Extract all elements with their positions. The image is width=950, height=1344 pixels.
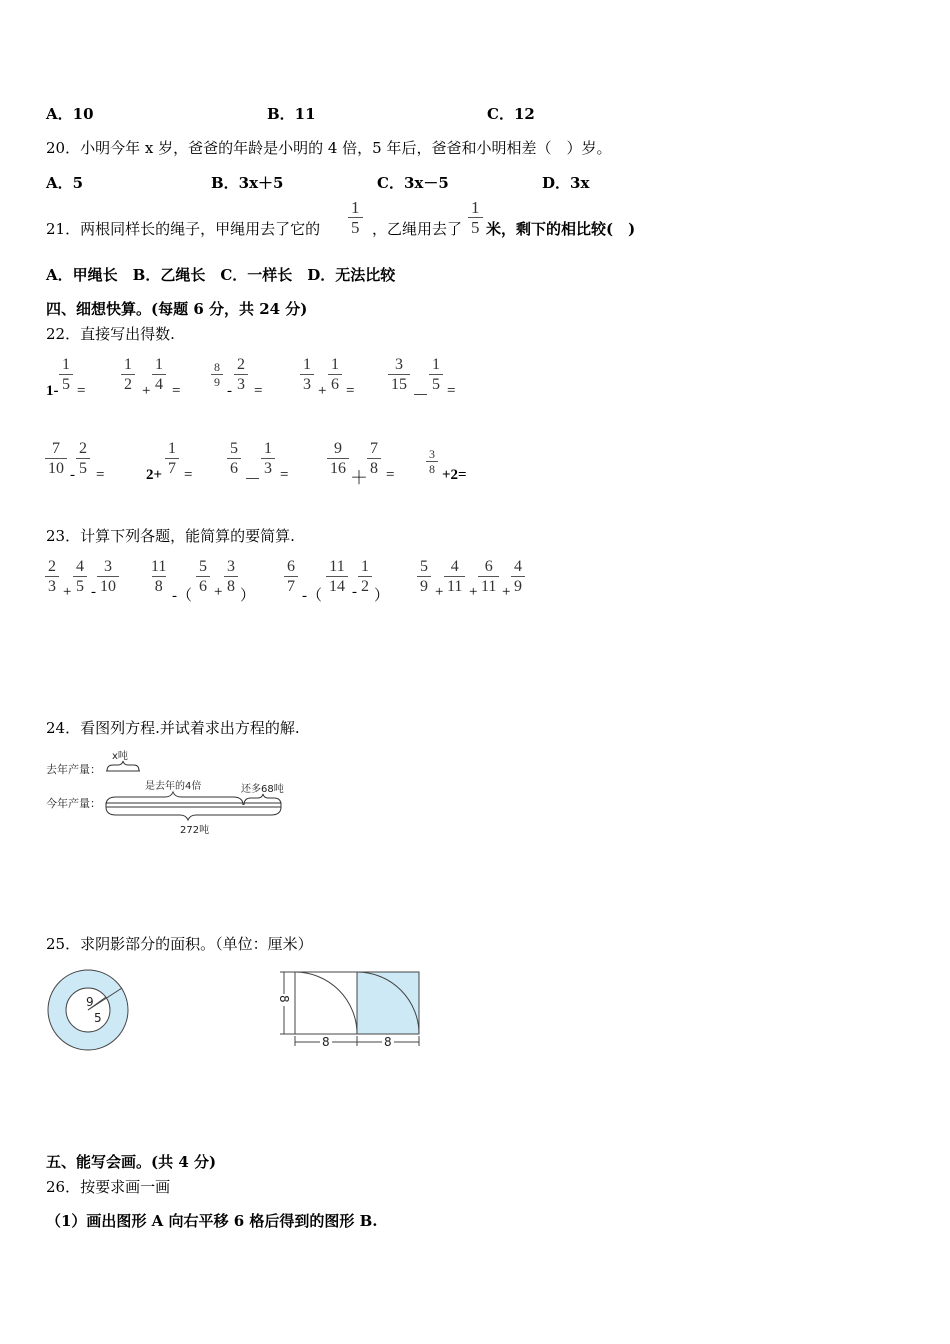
denominator: 8 [367, 458, 381, 479]
q23-e4-frac1 [417, 558, 431, 597]
q19-option-c: C．12 [487, 105, 535, 123]
denominator: 7 [165, 458, 179, 479]
q23-e1-op1: + [63, 584, 72, 600]
section-5-title: 五、能写会画。(共 4 分) [46, 1153, 217, 1171]
q22-r1-e5-op: － [412, 386, 429, 405]
q23-title: 23．计算下列各题，能简算的要简算. [46, 527, 295, 545]
denominator: 6 [196, 576, 210, 597]
numerator: 4 [76, 558, 84, 575]
q21-fraction-2 [468, 199, 483, 238]
q23-e4-frac4 [511, 558, 525, 597]
denominator: 3 [261, 458, 275, 479]
denominator: 2 [121, 374, 135, 395]
denominator: 9 [511, 576, 525, 597]
height-value: 8 [277, 995, 291, 1003]
q22-r2-e4-equals: = [386, 467, 395, 483]
denominator: 8 [224, 576, 238, 597]
denominator: 2 [358, 576, 372, 597]
q22-r2-e4-frac1 [327, 440, 349, 479]
q23-e2-op3: ） [240, 588, 256, 604]
numerator: 6 [484, 558, 493, 575]
numerator: 3 [227, 558, 235, 575]
this-year-bar [106, 803, 281, 807]
q22-r2-e1-frac2 [76, 440, 90, 479]
denominator: 10 [97, 576, 119, 597]
denominator: 6 [328, 374, 342, 395]
q20-option-a: A．5 [46, 174, 84, 192]
q21-question-end: 米，剩下的相比较( ) [486, 220, 636, 238]
q23-e2-frac3 [224, 558, 238, 597]
q22-r1-e5-frac1 [388, 356, 410, 395]
numerator: 1 [331, 356, 339, 373]
denominator: 6 [227, 458, 241, 479]
q23-e2-op1: -（ [172, 588, 192, 604]
x-ton-label: x吨 [112, 751, 128, 762]
denominator: 15 [388, 374, 410, 395]
q20-option-b: B．3x＋5 [211, 174, 284, 192]
q22-r1-e2-frac1 [121, 356, 135, 395]
denominator: 3 [300, 374, 314, 395]
q24-line-diagram [40, 745, 300, 840]
numerator: 3 [429, 447, 435, 461]
numerator: 5 [199, 558, 207, 575]
q22-r1-e1-frac [59, 356, 73, 395]
q23-e2-frac2 [196, 558, 210, 597]
q23-e1-frac1 [45, 558, 59, 597]
outer-radius-value: 9 [86, 995, 94, 1009]
q23-e3-frac1 [284, 558, 298, 597]
denominator: 5 [468, 217, 483, 238]
q23-e1-frac3 [97, 558, 119, 597]
width-value-1: 8 [322, 1035, 330, 1049]
q23-e3-frac2 [326, 558, 348, 597]
q22-r2-e3-equals: = [280, 467, 289, 483]
q21-question-start: 21．两根同样长的绳子，甲绳用去了它的 [46, 220, 321, 238]
q22-r2-e3-frac1 [227, 440, 241, 479]
q23-e2-op2: + [214, 584, 223, 600]
q22-r1-e3-equals: = [254, 383, 263, 399]
numerator: 3 [395, 356, 403, 373]
numerator: 1 [155, 356, 163, 373]
width-value-2: 8 [384, 1035, 392, 1049]
q21-fraction-1 [348, 199, 363, 238]
q22-r1-e2-op: + [142, 383, 151, 399]
shaded-square [357, 972, 419, 1034]
q23-e1-frac2 [73, 558, 87, 597]
q21-question-middle: ，乙绳用去了 [372, 220, 463, 238]
denominator: 14 [326, 576, 348, 597]
numerator: 5 [420, 558, 428, 575]
numerator: 6 [287, 558, 295, 575]
numerator: 1 [62, 356, 70, 373]
q20-option-c: C．3x－5 [377, 174, 449, 192]
denominator: 5 [429, 374, 443, 395]
q23-e4-op3: + [502, 584, 511, 600]
numerator: 7 [370, 440, 378, 457]
q22-r1-e3-frac2 [234, 356, 248, 395]
q22-r2-e3-op: － [244, 470, 261, 489]
this-year-label: 今年产量： [46, 797, 101, 810]
q22-r1-e2-frac2 [152, 356, 166, 395]
q22-r2-e5-frac [426, 447, 438, 476]
q19-option-a: A．10 [46, 105, 94, 123]
last-year-label: 去年产量： [46, 763, 101, 776]
denominator: 5 [76, 458, 90, 479]
denominator: 3 [45, 576, 59, 597]
q23-e4-op1: + [435, 584, 444, 600]
denominator: 11 [478, 576, 499, 597]
q22-r1-e4-frac2 [328, 356, 342, 395]
numerator: 1 [264, 440, 272, 457]
q23-e4-frac2 [444, 558, 465, 597]
q26-part1: （1）画出图形 A 向右平移 6 格后得到的图形 B. [46, 1212, 378, 1230]
numerator: 1 [124, 356, 132, 373]
inner-radius-value: 5 [94, 1011, 102, 1025]
total-brace [106, 807, 281, 820]
denominator: 16 [327, 458, 349, 479]
total-label: 272吨 [180, 825, 210, 836]
q21-options: A．甲绳长 B．乙绳长 C．一样长 D．无法比较 [46, 266, 396, 284]
numerator: 1 [432, 356, 440, 373]
q22-r1-e5-frac2 [429, 356, 443, 395]
denominator: 4 [152, 374, 166, 395]
denominator: 5 [73, 576, 87, 597]
q22-r1-e3-frac1 [211, 360, 223, 389]
q23-e4-frac3 [478, 558, 499, 597]
denominator: 10 [45, 458, 67, 479]
q22-r1-e5-equals: = [447, 383, 456, 399]
q22-r1-e4-frac1 [300, 356, 314, 395]
numerator: 11 [329, 558, 345, 575]
q25-title: 25．求阴影部分的面积。（单位：厘米） [46, 935, 313, 953]
q22-r1-e1-equals: = [77, 383, 86, 399]
denominator: 11 [444, 576, 465, 597]
q19-option-b: B．11 [267, 105, 316, 123]
denominator: 9 [211, 374, 223, 389]
q22-r1-e3-op: - [227, 383, 232, 399]
denominator: 3 [234, 374, 248, 395]
numerator: 7 [52, 440, 60, 457]
q22-r1-e1-prefix: 1- [46, 383, 59, 399]
left-quarter-area [295, 972, 357, 1034]
numerator: 11 [151, 558, 167, 575]
q22-r2-e2-prefix: 2+ [146, 467, 163, 483]
q25-rectangle-figure [276, 966, 426, 1052]
q26-title: 26．按要求画一画 [46, 1178, 171, 1196]
numerator: 4 [514, 558, 522, 575]
q23-e1-op2: - [91, 584, 96, 600]
numerator: 9 [334, 440, 342, 457]
denominator: 5 [348, 217, 363, 238]
q22-r1-e4-op: + [318, 383, 327, 399]
q22-r1-e4-equals: = [346, 383, 355, 399]
numerator: 1 [361, 558, 369, 575]
q22-r2-e5-suffix: +2= [442, 467, 467, 483]
q22-r2-e1-frac1 [45, 440, 67, 479]
q22-r2-e2-frac [165, 440, 179, 479]
q20-option-d: D．3x [542, 174, 590, 192]
denominator: 5 [59, 374, 73, 395]
numerator: 4 [450, 558, 459, 575]
denominator: 8 [152, 576, 166, 597]
q23-e3-op2: - [352, 584, 357, 600]
q23-e3-frac3 [358, 558, 372, 597]
q22-r2-e4-frac2 [367, 440, 381, 479]
numerator: 1 [471, 198, 480, 217]
q22-r1-e2-equals: = [172, 383, 181, 399]
q22-r2-e4-op: ＋ [350, 468, 368, 488]
q23-e2-frac1 [148, 558, 169, 597]
denominator: 7 [284, 576, 298, 597]
numerator: 8 [214, 360, 220, 374]
numerator: 2 [48, 558, 56, 575]
q22-r2-e1-op: - [70, 467, 75, 483]
section-4-title: 四、细想快算。(每题 6 分，共 24 分) [46, 300, 308, 318]
x-brace [107, 761, 139, 771]
extra-label: 还多68吨 [241, 784, 284, 795]
q20-question: 20．小明今年 x 岁，爸爸的年龄是小明的 4 倍，5 年后，爸爸和小明相差（ ）岁。 [46, 139, 612, 157]
numerator: 2 [79, 440, 87, 457]
numerator: 3 [104, 558, 112, 575]
numerator: 5 [230, 440, 238, 457]
q22-r2-e1-equals: = [96, 467, 105, 483]
q23-e3-op1: -（ [302, 588, 322, 604]
q22-r2-e3-frac2 [261, 440, 275, 479]
q22-r2-e2-equals: = [184, 467, 193, 483]
numerator: 1 [303, 356, 311, 373]
denominator: 8 [426, 461, 438, 476]
q22-title: 22．直接写出得数. [46, 325, 175, 343]
q23-e3-op3: ） [374, 588, 390, 604]
q25-ring-figure [44, 966, 134, 1056]
denominator: 9 [417, 576, 431, 597]
numerator: 1 [351, 198, 360, 217]
q24-title: 24．看图列方程.并试着求出方程的解. [46, 719, 300, 737]
numerator: 2 [237, 356, 245, 373]
q23-e4-op2: + [469, 584, 478, 600]
numerator: 1 [168, 440, 176, 457]
times-label: 是去年的4倍 [145, 781, 202, 792]
